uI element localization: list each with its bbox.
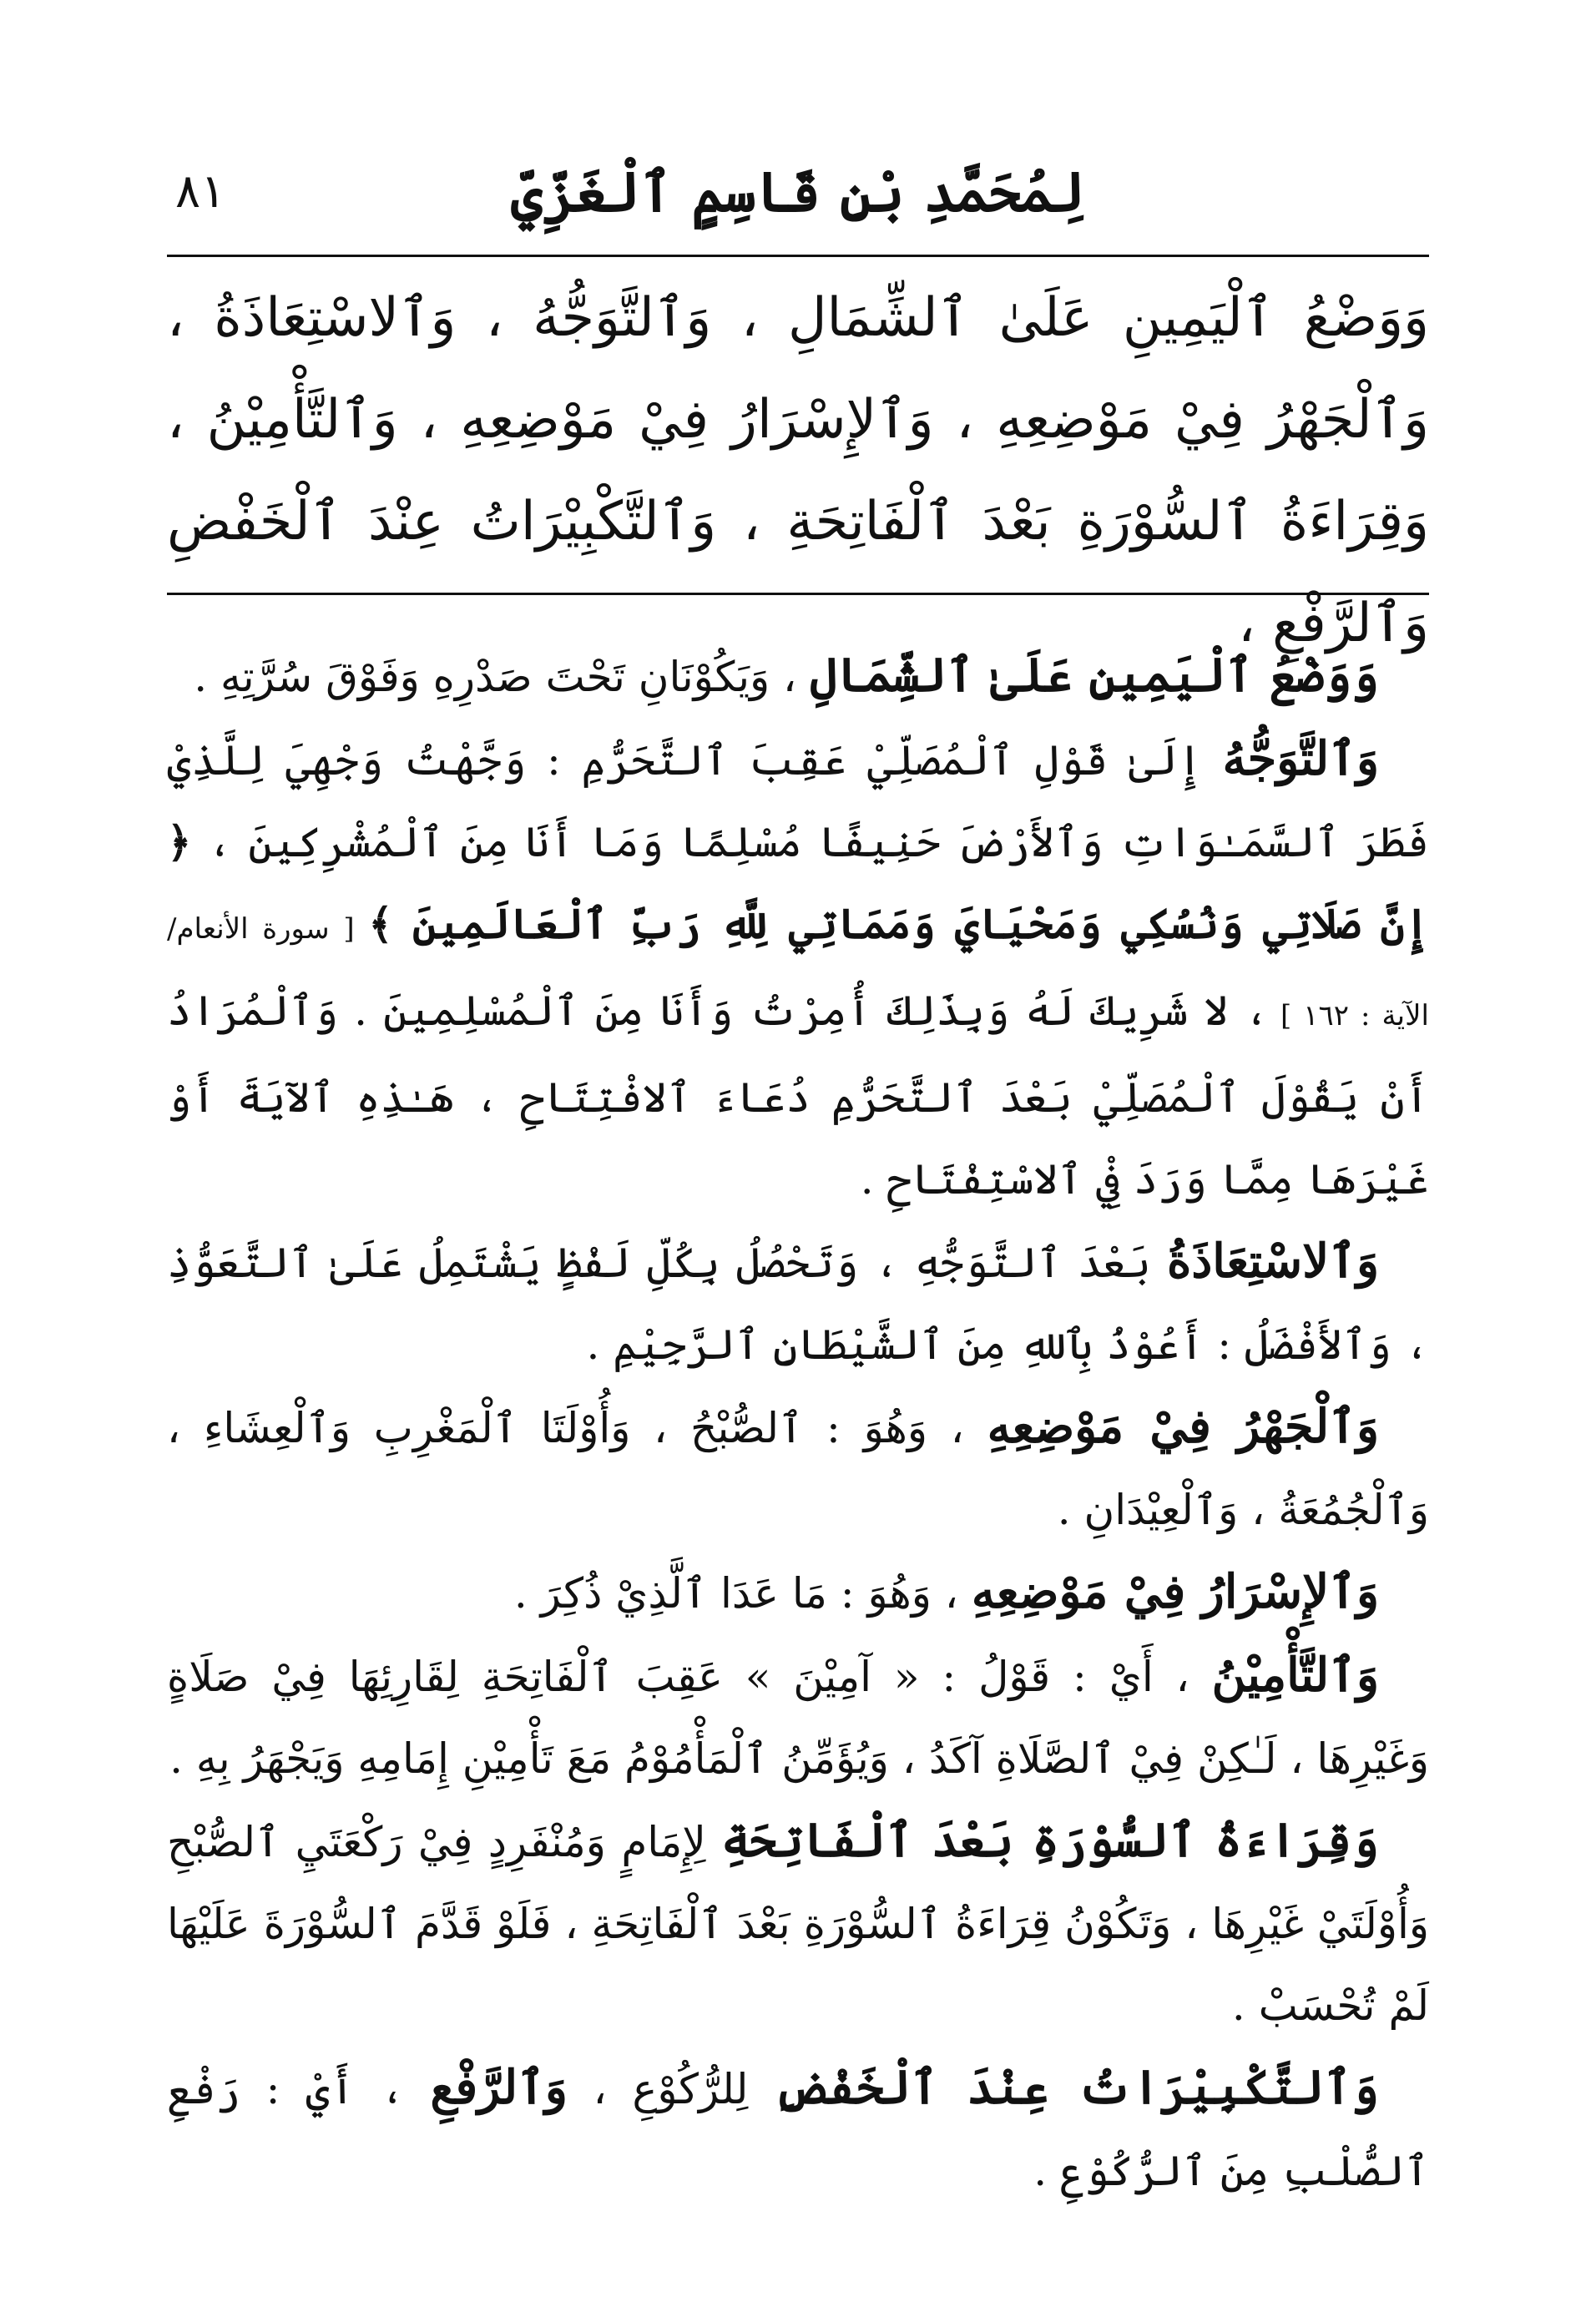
sharh-paragraph xyxy=(167,1386,1429,1551)
matn-term: وَٱلتَّأْمِيْنُ xyxy=(1211,1648,1380,1703)
quran-verse: ﴿ إِنَّ صَلَاتِي وَنُسُكِي وَمَحْيَايَ وَمَمَاتِي لِلَّهِ رَبِّ ٱلْعَالَمِينَ ﴾ xyxy=(167,817,1429,948)
matn-term: وَٱلْجَهْرُ فِيْ مَوْضِعِهِ xyxy=(987,1399,1379,1454)
page-header xyxy=(167,146,1429,238)
commentary-text: إِلَىٰ قَوْلِ ٱلْمُصَلِّيْ عَقِبَ ٱلتَّحَرُّمِ : وَجَّهْتُ وَجْهِيَ لِلَّذِيْ فَطَرَ ٱلسَّمَـٰوَاتِ وَٱلأَرْضَ حَنِيفًا مُسْلِمًا وَمَا أَنَا مِنَ ٱلْمُشْرِكِينَ ، xyxy=(167,736,1429,866)
matn-paragraph: وَوَضْعُ ٱلْيَمِينِ عَلَىٰ ٱلشِّمَالِ ، وَٱلتَّوَجُّهُ ، وَٱلاسْتِعَاذَةُ ، وَٱلْجَهْرُ فِيْ مَوْضِعِهِ ، وَٱلإِسْرَارُ فِيْ مَوْضِعِهِ ، وَٱلتَّأْمِيْنُ ، وَقِرَاءَةُ ٱلسُّوْرَةِ بَعْدَ ٱلْفَاتِحَةِ ، وَٱلتَّكْبِيْرَاتُ عِنْدَ ٱلْخَفْضِ وَٱلرَّفْعِ ، xyxy=(167,287,1430,654)
header-rule xyxy=(167,255,1429,257)
sharh-paragraph xyxy=(167,634,1429,718)
sharh-paragraph xyxy=(167,1634,1429,1800)
matn-term: وَٱلتَّكْبِيْرَاتُ عِنْدَ ٱلْخَفْضِ xyxy=(774,2060,1379,2115)
commentary-text: ، أَيْ : رَفْعِ ٱلصُّلْبِ مِنَ ٱلرُّكُوْعِ . xyxy=(167,2065,1429,2195)
commentary-text: ، لا شَرِيكَ لَهُ وَبِذَلِكَ أُمِرْتُ وَأَنَا مِنَ ٱلْمُسْلِمِينَ . وَٱلْمُرَادُ أَنْ يَقُوْلَ ٱلْمُصَلِّيْ بَعْدَ ٱلتَّحَرُّمِ دُعَاءَ ٱلافْتِتَاحِ ، هَـٰذِهِ ٱلآيَةَ أَوْ غَيْرَهَا مِمَّا وَرَدَ فِيْ ٱلاسْتِفْتَاحِ . xyxy=(167,987,1429,1204)
commentary-text: ، وَهُوَ : ٱلصُّبْحُ ، وَأُوْلَتَا ٱلْمَغْرِبِ وَٱلْعِشَاءِ ، وَٱلْجُمُعَةُ ، وَٱلْعِيْدَانِ . xyxy=(167,1404,1429,1534)
sharh-paragraph xyxy=(167,1800,1429,2047)
commentary-text: لِلرُّكُوْعِ ، xyxy=(567,2065,775,2113)
commentary-text: ، وَيَكُوْنَانِ تَحْتَ صَدْرِهِ وَفَوْقَ سُرَّتِهِ . xyxy=(194,653,811,701)
commentary-text: بَعْدَ ٱلتَّوَجُّهِ ، وَتَحْصُلُ بِكُلِّ لَفْظٍ يَشْتَمِلُ عَلَىٰ ٱلتَّعَوُّذِ ، وَٱلأَفْضَلُ : أَعُوْذُ بِٱللهِ مِنَ ٱلشَّيْطَانِ ٱلرَّجِيْمِ . xyxy=(167,1239,1429,1369)
matn-term: وَٱلتَّوَجُّهُ xyxy=(1222,731,1379,786)
verse-reference: [ سورة الأنعام/ الآية : ١٦٢ ] xyxy=(167,912,1429,1032)
sharh-commentary xyxy=(167,634,1429,2212)
matn-term: وَوَضْعُ ٱلْيَمِينِ عَلَىٰ ٱلشِّمَالِ xyxy=(810,648,1379,703)
commentary-text: لِإِمَامٍ وَمُنْفَرِدٍ فِيْ رَكْعَتَيِ ٱلصُّبْحِ وَأُوْلَتَيْ غَيْرِهَا ، وَتَكُوْنُ قِرَاءَةُ ٱلسُّوْرَةِ بَعْدَ ٱلْفَاتِحَةِ ، فَلَوْ قَدَّمَ ٱلسُّوْرَةَ عَلَيْهَا لَمْ تُحْسَبْ . xyxy=(167,1818,1429,2030)
running-title: لِمُحَمَّدِ بْنِ قَاسِمٍ ٱلْغَزِّيِّ xyxy=(511,159,1085,225)
sharh-paragraph xyxy=(167,1551,1429,1634)
sharh-paragraph xyxy=(167,2047,1429,2212)
commentary-text: ، أَيْ : قَوْلُ : « آمِيْنَ » عَقِبَ ٱلْفَاتِحَةِ لِقَارِئِهَا فِيْ صَلَاةٍ وَغَيْرِهَا ، لَـٰكِنْ فِيْ ٱلصَّلَاةِ آكَدُ ، وَيُؤَمِّنُ ٱلْمَأْمُوْمُ مَعَ تَأْمِيْنِ إِمَامِهِ وَيَجْهَرُ بِهِ . xyxy=(167,1653,1429,1783)
sharh-paragraph xyxy=(167,1220,1429,1386)
matn-text-block xyxy=(167,267,1429,674)
commentary-text: ، وَهُوَ : مَا عَدَا ٱلَّذِيْ ذُكِرَ . xyxy=(513,1569,972,1618)
page-number: ٨١ xyxy=(175,164,226,219)
matn-term: وَقِرَاءَةُ ٱلسُّوْرَةِ بَعْدَ ٱلْفَاتِحَةِ xyxy=(721,1813,1379,1868)
sharh-paragraph xyxy=(167,718,1429,1220)
matn-term: وَٱلرَّفْعِ xyxy=(430,2060,568,2115)
matn-term: وَٱلاسْتِعَاذَةُ xyxy=(1167,1234,1379,1289)
matn-sharh-divider xyxy=(167,593,1429,595)
matn-term: وَٱلإِسْرَارُ فِيْ مَوْضِعِهِ xyxy=(971,1564,1379,1619)
